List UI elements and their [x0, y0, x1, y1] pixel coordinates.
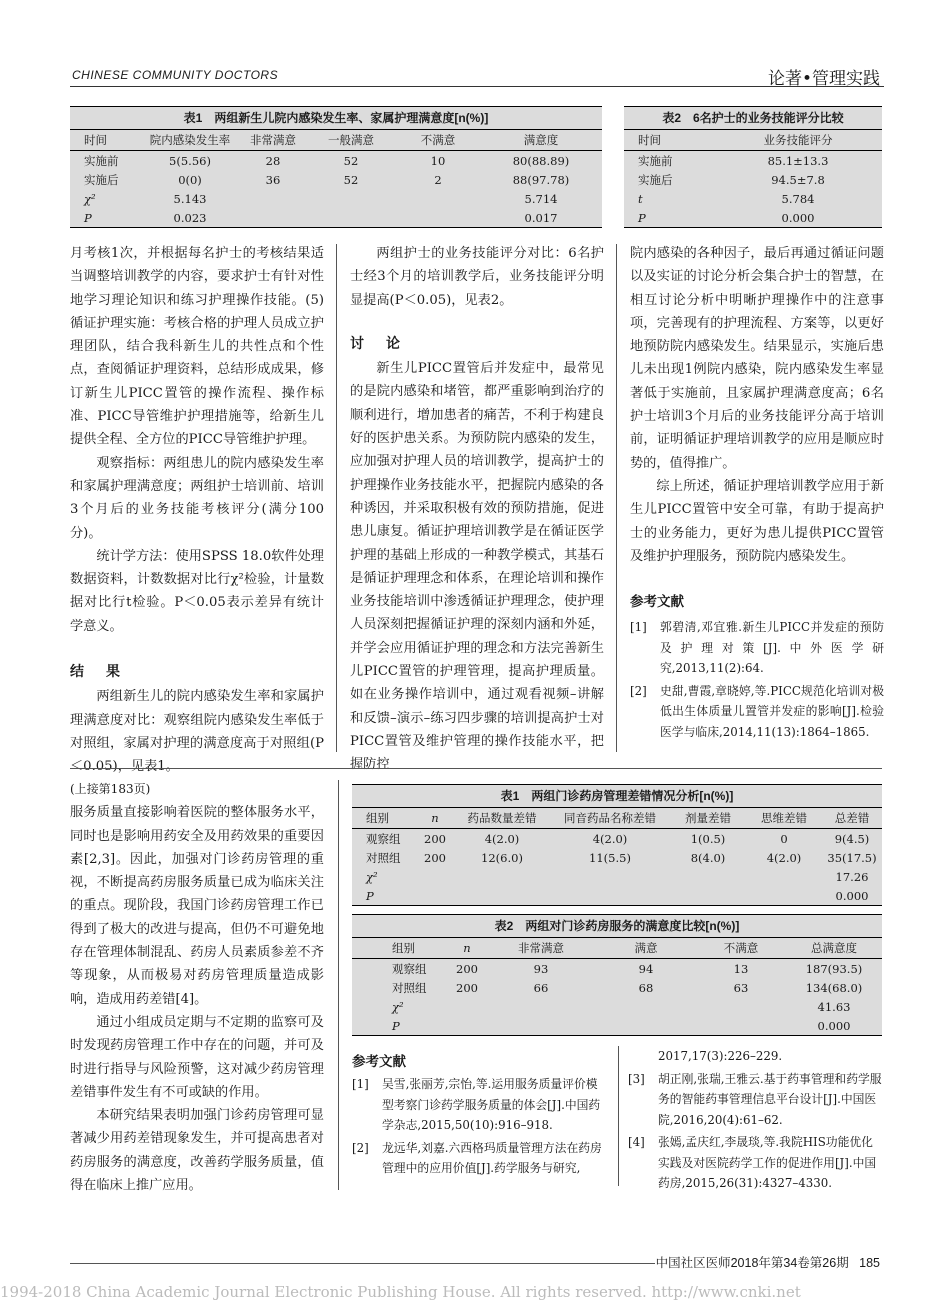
header-cell: 药品数量差错 — [454, 808, 550, 829]
cell: 63 — [733, 980, 749, 995]
cell — [696, 1016, 786, 1035]
cell: t — [638, 191, 643, 206]
header-cell: n — [416, 808, 454, 829]
table-row — [624, 170, 882, 189]
table-row — [352, 848, 882, 867]
cell — [454, 886, 550, 905]
cell: 0.000 — [835, 888, 869, 903]
reference-text: 史甜,曹霞,章晓婷,等.PICC规范化培训对极低出生体质量儿置管并发症的影响[J].检验医学与临床,2014,11(13):1864–1865. — [660, 683, 884, 739]
cell: 观察组 — [392, 961, 427, 976]
table-body — [70, 130, 602, 227]
cell: 对照组 — [392, 980, 427, 995]
column-divider — [616, 244, 617, 752]
paragraph: 统计学方法：使用SPSS 18.0软件处理数据资料，计数数据对比行χ²检验，计量数据对比行t检验。P＜0.05表示差异有统计学意义。 — [70, 548, 324, 634]
reference-item — [628, 1046, 882, 1067]
cell: 0.023 — [173, 210, 207, 225]
header-cell: n — [448, 938, 486, 959]
reference-number: [1] — [352, 1077, 369, 1091]
table-skill-score — [624, 106, 882, 228]
cell: 实施后 — [84, 172, 119, 187]
cell: 4(2.0) — [484, 831, 520, 846]
header-cell: 院内感染发生率 — [140, 130, 240, 151]
cell: 5.714 — [524, 191, 558, 206]
reference-text: 2017,17(3):226–229. — [658, 1049, 783, 1063]
cell: 134(68.0) — [805, 980, 863, 995]
cell: χ² — [392, 999, 404, 1014]
paragraph: 院内感染的各种因子，最后再通过循证问题以及实证的讨论分析会集合护士的智慧，在相互讨论分析中明晰护理操作中的注意事项，完善现有的护理流程、方案等，以更好地预防院内感染发生。结果显示，实施后患儿未出现1例院内感染，院内感染发生率显著低于实施前，且家属护理满意度高；6名护士培训3个月后的业务技能评分高于培训前，证明循证护理培训教学的应用是顺应时势的，值得推广。 — [630, 246, 884, 471]
cell — [448, 997, 486, 1016]
references-heading: 参考文献 — [630, 594, 684, 610]
cell — [670, 867, 746, 886]
paragraph: 两组新生儿的院内感染发生率和家属护理满意度对比：观察组院内感染发生率低于对照组，家属对护理的满意度高于对照组(P＜0.05)，见表1。 — [70, 689, 324, 775]
reference-text: 郭碧清,邓宜雅.新生儿PICC并发症的预防及护理对策[J].中外医学研究,2013,11(2):64. — [660, 620, 884, 676]
references-lower-left — [352, 1042, 606, 1181]
cell — [596, 1016, 696, 1035]
page-number: 185 — [859, 1256, 880, 1270]
reference-item — [628, 1132, 882, 1194]
table-body — [352, 938, 882, 1035]
header-cell: 非常满意 — [240, 130, 306, 151]
cell — [696, 997, 786, 1016]
cell: 28 — [265, 153, 281, 168]
cell — [486, 997, 596, 1016]
section-heading: 讨 论 — [350, 334, 404, 351]
cell: 200 — [456, 961, 478, 976]
cell: 4(2.0) — [592, 831, 628, 846]
cell: 对照组 — [366, 850, 401, 865]
reference-number: [2] — [352, 1140, 369, 1155]
column-divider — [336, 244, 337, 752]
cell: 13 — [733, 961, 749, 976]
paragraph: 服务质量直接影响着医院的整体服务水平，同时也是影响用药安全及用药效果的重要因素[2,3]。因此，加强对门诊药房管理的重视，不断提高药房服务质量已成为临床关注的重点。现阶段，我国门诊药房管理工作已得到了极大的改进与提高，但仍不可避免地存在管理体制混乱、药房人员素质参差不齐等现象，从而极易对药房管理质量造成影响，造成用药差错[4]。 — [70, 805, 324, 1007]
continuation-note: (上接第183页) — [70, 782, 151, 796]
paragraph: 两组护士的业务技能评分对比：6名护士经3个月的培训教学后，业务技能评分明显提高(P＜0.05)，见表2。 — [350, 246, 604, 308]
reference-number: [2] — [630, 683, 647, 698]
cell: χ² — [84, 191, 96, 206]
column-divider — [338, 780, 339, 1190]
table-dispensing-errors — [352, 784, 882, 906]
table-row — [70, 170, 602, 189]
table-body — [352, 808, 882, 905]
footer-rule — [70, 1263, 655, 1264]
cell: 实施后 — [638, 172, 673, 187]
cell — [306, 208, 396, 227]
header-cell: 满意 — [596, 938, 696, 959]
cell: 0(0) — [178, 172, 202, 187]
table-caption: 表1 两组新生儿院内感染发生率、家属护理满意度[n(%)] — [70, 107, 602, 130]
cell: 200 — [456, 980, 478, 995]
cell: 187(93.5) — [805, 961, 863, 976]
section-title: 论著•管理实践 — [767, 69, 880, 89]
reference-number: [1] — [630, 620, 647, 635]
cell: 10 — [430, 153, 446, 168]
cell: 5(5.56) — [169, 153, 211, 168]
cell — [670, 886, 746, 905]
paragraph: 观察指标：两组患儿的院内感染发生率和家属护理满意度；两组护士培训前、培训3个月后的业务技能考核评分(满分100分)。 — [70, 455, 324, 541]
cell: 66 — [533, 980, 549, 995]
cell — [448, 1016, 486, 1035]
header-cell: 总满意度 — [786, 938, 882, 959]
cell: 5.143 — [173, 191, 207, 206]
header-cell: 时间 — [70, 130, 140, 151]
table-row — [352, 829, 882, 849]
references-lower-right — [628, 1046, 882, 1196]
cell: 0.000 — [781, 210, 815, 225]
copyright-watermark: 1994-2018 China Academic Journal Electronic Publishing House. All rights reserved. http://www.cnki.net — [0, 1283, 801, 1301]
cell: 93 — [533, 961, 549, 976]
reference-item — [352, 1074, 606, 1136]
header-cell: 总差错 — [822, 808, 882, 829]
cell: 41.63 — [817, 999, 851, 1014]
header-cell: 组别 — [352, 808, 416, 829]
cell: 0.000 — [817, 1018, 851, 1033]
reference-text: 龙远华,刘嘉.六西格玛质量管理方法在药房管理中的应用价值[J].药学服务与研究, — [382, 1140, 602, 1175]
paragraph: 通过小组成员定期与不定期的监察可及时发现药房管理工作中存在的问题，并可及时进行指导与风险预警，这对减少药房管理差错事件发生有不可或缺的作用。 — [70, 1014, 324, 1100]
table-row — [70, 151, 602, 171]
cell: 88(97.78) — [512, 172, 570, 187]
cell — [550, 867, 670, 886]
reference-item — [630, 681, 884, 743]
table-row — [624, 189, 882, 208]
reference-item — [628, 1069, 882, 1131]
footer-journal-issue: 中国社区医师2018年第34卷第26期 — [655, 1256, 849, 1270]
cell: 0 — [780, 831, 788, 846]
paragraph: 新生儿PICC置管后并发症中，最常见的是院内感染和堵管，都严重影响到治疗的顺利进行，增加患者的痛苦，不利于构建良好的医护患关系。为预防院内感染的发生，应加强对护理人员的培训教学，提高护士的护理操作业务技能水平，把握院内感染的各种诱因，并采取积极有效的预防措施，促进患儿康复。循证护理培训教学是在循证医学护理的基础上形成的一种教学模式，其基石是循证护理理念和体系，在理论培训和操作业务技能培训中渗透循证护理理念，使护理人员深刻把握循证护理的深刻内涵和外延，并学会应用循证护理的理念和方法完善新生儿PICC置管的护理管理，提高护理质量。如在业务操作培训中，通过观看视频–讲解和反馈–演示–练习四步骤的培训提高护士对PICC置管及维护管理的操作技能水平，把握防控 — [350, 361, 604, 773]
cell: P — [366, 888, 374, 903]
cell: 8(4.0) — [690, 850, 726, 865]
cell: 实施前 — [638, 153, 673, 168]
header-cell: 时间 — [624, 130, 714, 151]
cell: 9(4.5) — [834, 831, 870, 846]
cell: P — [638, 210, 646, 225]
cell: 11(5.5) — [589, 850, 631, 865]
body-lower-left — [70, 778, 324, 1197]
table-row — [352, 1016, 882, 1035]
table-caption: 表2 6名护士的业务技能评分比较 — [624, 107, 882, 130]
cell: 200 — [424, 831, 446, 846]
body-column-1 — [70, 242, 324, 779]
references-heading: 参考文献 — [352, 1054, 406, 1069]
cell: 12(6.0) — [481, 850, 523, 865]
table-row — [70, 189, 602, 208]
table-body — [624, 130, 882, 227]
cell — [240, 189, 306, 208]
cell: 1(0.5) — [690, 831, 726, 846]
table-caption: 表2 两组对门诊药房服务的满意度比较[n(%)] — [352, 915, 882, 938]
header-cell: 业务技能评分 — [714, 130, 882, 151]
cell: 观察组 — [366, 831, 401, 846]
cell: P — [392, 1018, 400, 1033]
header-rule — [70, 86, 884, 87]
cell: 35(17.5) — [827, 850, 877, 865]
header-cell: 同音药品名称差错 — [550, 808, 670, 829]
table-row — [352, 959, 882, 979]
cell — [454, 867, 550, 886]
header-cell: 不满意 — [396, 130, 480, 151]
body-column-3 — [630, 242, 884, 744]
table-row — [352, 997, 882, 1016]
cell — [550, 886, 670, 905]
cell: 0.017 — [524, 210, 558, 225]
footer — [656, 1253, 880, 1271]
paragraph: 综上所述，循证护理培训教学应用于新生儿PICC置管中安全可靠，有助于提高护士的业务能力，更好为患儿提供PICC置管及维护护理服务，预防院内感染发生。 — [630, 478, 884, 564]
header-cell: 思维差错 — [746, 808, 822, 829]
cell: 85.1±13.3 — [767, 153, 829, 168]
header-cell: 非常满意 — [486, 938, 596, 959]
cell — [486, 1016, 596, 1035]
reference-text: 吴雪,张丽芳,宗怡,等.运用服务质量评价模型考察门诊药学服务质量的体会[J].中国药学杂志,2015,50(10):916–918. — [382, 1077, 601, 1132]
section-heading: 结 果 — [70, 663, 124, 680]
table-satisfaction — [352, 914, 882, 1036]
cell: 68 — [638, 980, 654, 995]
reference-item — [352, 1138, 606, 1179]
cell: 94 — [638, 961, 654, 976]
column-divider — [618, 1046, 619, 1186]
cell: 2 — [434, 172, 442, 187]
cell: 52 — [343, 153, 359, 168]
cell: P — [84, 210, 92, 225]
cell — [416, 867, 454, 886]
cell: 4(2.0) — [766, 850, 802, 865]
reference-text: 胡正刚,张瑞,王雅云.基于药事管理和药学服务的智能药事管理信息平台设计[J].中国医院,2016,20(4):61–62. — [658, 1071, 882, 1127]
paragraph: 月考核1次，并根据每名护士的考核结果适当调整培训教学的内容，要求护士有针对性地学习理论知识和练习护理操作技能。(5)循证护理实施：考核合格的护理人员成立护理团队，结合我科新生儿的共性点和个性点，查阅循证护理资料，总结形成成果，修订新生儿PICC置管的操作流程、操作标准、PICC导管维护护理措施等，给新生儿提供全程、全方位的PICC导管维护护理。 — [70, 246, 324, 448]
header-cell: 组别 — [352, 938, 448, 959]
table-row — [624, 208, 882, 227]
reference-number: [4] — [628, 1135, 645, 1149]
cell — [746, 886, 822, 905]
table-row — [70, 208, 602, 227]
table-row — [352, 867, 882, 886]
table-infection-rate — [70, 106, 602, 228]
reference-item — [630, 617, 884, 679]
cell — [746, 867, 822, 886]
table-row — [352, 886, 882, 905]
cell — [416, 886, 454, 905]
header-cell: 一般满意 — [306, 130, 396, 151]
cell: 80(88.89) — [512, 153, 570, 168]
cell: 17.26 — [835, 869, 869, 884]
cell — [240, 208, 306, 227]
cell: 36 — [265, 172, 281, 187]
cell: 52 — [343, 172, 359, 187]
cell: 5.784 — [781, 191, 815, 206]
reference-number: [3] — [628, 1071, 645, 1086]
cell — [596, 997, 696, 1016]
table-row — [624, 151, 882, 171]
header-cell: 剂量差错 — [670, 808, 746, 829]
cell — [396, 208, 480, 227]
journal-name: CHINESE COMMUNITY DOCTORS — [72, 68, 279, 82]
table-row — [352, 978, 882, 997]
section-rule — [70, 768, 882, 769]
cell: χ² — [366, 869, 378, 884]
cell: 实施前 — [84, 153, 119, 168]
cell — [396, 189, 480, 208]
header-cell: 不满意 — [696, 938, 786, 959]
cell: 94.5±7.8 — [771, 172, 825, 187]
cell — [306, 189, 396, 208]
cell: 200 — [424, 850, 446, 865]
paragraph: 本研究结果表明加强门诊药房管理可显著减少用药差错现象发生，并可提高患者对药房服务的满意度，改善药学服务质量，值得在临床上推广应用。 — [70, 1108, 324, 1194]
table-caption: 表1 两组门诊药房管理差错情况分析[n(%)] — [352, 785, 882, 808]
reference-text: 张嫣,孟庆红,李晟琰,等.我院HIS功能优化实践及对医院药学工作的促进作用[J].中国药房,2015,26(31):4327–4330. — [658, 1135, 877, 1190]
header-cell: 满意度 — [480, 130, 602, 151]
body-column-2 — [350, 242, 604, 777]
